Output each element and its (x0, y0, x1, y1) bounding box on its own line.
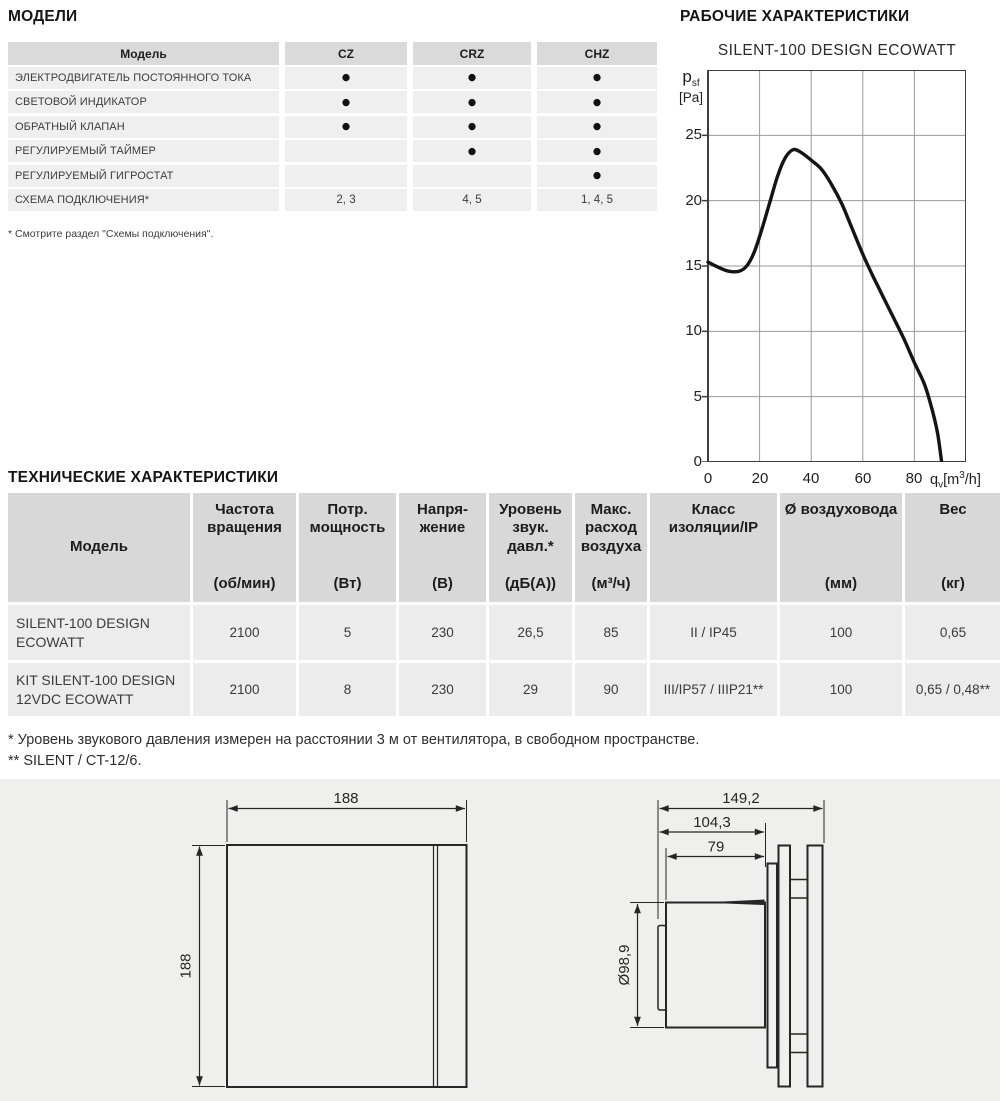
duct-length-label: 79 (707, 838, 725, 856)
y-tick-label: 20 (685, 192, 702, 209)
wiring-diagram-value: 1, 4, 5 (537, 189, 657, 211)
feature-label: СХЕМА ПОДКЛЮЧЕНИЯ* (8, 189, 279, 211)
dimensional-drawings-panel (0, 779, 1000, 1101)
blade-edge (701, 900, 765, 906)
tech-col-header-voltage: Напря-жение (В) (399, 493, 486, 602)
feature-dot: ● (537, 91, 657, 113)
feature-dot: ● (413, 91, 531, 113)
tech-value: 5 (299, 605, 396, 660)
performance-plot (702, 70, 966, 462)
feature-dot: ● (285, 91, 407, 113)
performance-section-heading: РАБОЧИЕ ХАРАКТЕРИСТИКИ (680, 8, 910, 25)
tech-value: II / IP45 (650, 605, 777, 660)
feature-dot-empty (285, 165, 407, 187)
feature-dot: ● (537, 165, 657, 187)
front-width-label: 188 (333, 790, 359, 807)
wiring-diagram-value: 2, 3 (285, 189, 407, 211)
tech-footnote-1: * Уровень звукового давления измерен на расстоянии 3 м от вентилятора, в свободном пространстве. (8, 732, 700, 748)
duct-cap (658, 926, 666, 1011)
feature-label: СВЕТОВОЙ ИНДИКАТОР (8, 91, 279, 113)
tech-footnote-2: ** SILENT / CT-12/6. (8, 753, 142, 770)
performance-chart-block (660, 6, 1000, 494)
tech-footnotes (8, 730, 699, 772)
models-col-header-crz: CRZ (413, 42, 531, 65)
feature-dot: ● (537, 140, 657, 162)
x-tick-label: 0 (703, 470, 713, 487)
tech-value: 26,5 (489, 605, 572, 660)
y-tick-label: 15 (685, 257, 702, 274)
feature-label: РЕГУЛИРУЕМЫЙ ГИГРОСТАТ (8, 165, 279, 187)
models-col-header-chz: CHZ (537, 42, 657, 65)
y-tick-label: 0 (693, 453, 702, 470)
panel-back (779, 846, 791, 1087)
feature-dot: ● (413, 140, 531, 162)
tech-value: 85 (575, 605, 647, 660)
models-col-header-cz: CZ (285, 42, 407, 65)
feature-dot-empty (285, 140, 407, 162)
y-tick-label: 5 (693, 388, 702, 405)
tech-value: 0,65 / 0,48** (905, 663, 1000, 716)
tech-col-header-insulation: Класс изоляции/IP (650, 493, 777, 602)
plate-depth-label: 104,3 (693, 814, 731, 831)
duct-diameter-label: Ø98,9 (616, 944, 633, 986)
x-tick-label: 40 (802, 470, 820, 487)
panel-spacer-top (790, 880, 808, 899)
feature-dot-empty (413, 165, 531, 187)
tech-col-header-power: Потр. мощность (Вт) (299, 493, 396, 602)
feature-label: РЕГУЛИРУЕМЫЙ ТАЙМЕР (8, 140, 279, 162)
tech-value: 90 (575, 663, 647, 716)
plot-gridlines (702, 70, 966, 462)
tech-section-heading: ТЕХНИЧЕСКИЕ ХАРАКТЕРИСТИКИ (8, 469, 279, 486)
feature-dot: ● (413, 67, 531, 89)
tech-col-header-duct: Ø воздуховода (мм) (780, 493, 902, 602)
models-footnote: * Смотрите раздел "Схемы подключения". (8, 228, 214, 240)
feature-label: ОБРАТНЫЙ КЛАПАН (8, 116, 279, 138)
side-view-drawing (630, 800, 824, 1087)
front-view-drawing (192, 800, 467, 1087)
x-tick-label: 80 (905, 470, 923, 487)
tech-value: 2100 (193, 605, 296, 660)
duct-body (666, 903, 765, 1028)
feature-dot: ● (285, 116, 407, 138)
x-axis-unit: $q_v[m^3/h]$ (930, 470, 981, 491)
tech-col-header-airflow: Макс. расход воздуха (м³/ч) (575, 493, 647, 602)
y-axis-symbol: p (682, 67, 692, 86)
feature-label: ЭЛЕКТРОДВИГАТЕЛЬ ПОСТОЯННОГО ТОКА (8, 67, 279, 89)
x-tick-label: 60 (854, 470, 872, 487)
tech-value: 2100 (193, 663, 296, 716)
mounting-plate (768, 864, 778, 1068)
tech-value: 100 (780, 605, 902, 660)
tech-row-model-name: KIT SILENT-100 DESIGN 12VDC ECOWATT (8, 663, 190, 716)
tech-value: 0,65 (905, 605, 1000, 660)
panel-spacer-bottom (790, 1034, 808, 1053)
y-axis-unit: [Pa] (678, 89, 703, 105)
feature-dot: ● (285, 67, 407, 89)
panel-front (808, 846, 823, 1087)
feature-dot: ● (537, 116, 657, 138)
x-tick-label: 20 (751, 470, 769, 487)
models-table (8, 42, 657, 211)
tech-col-header-sound: Уровень звук. давл.* (дБ(А)) (489, 493, 572, 602)
chart-title: SILENT-100 DESIGN ECOWATT (717, 42, 957, 59)
tech-value: 230 (399, 663, 486, 716)
tech-col-header-speed: Частота вращения (об/мин) (193, 493, 296, 602)
tech-row-model-name: SILENT-100 DESIGN ECOWATT (8, 605, 190, 660)
tech-value: III/IP57 / IIIP21** (650, 663, 777, 716)
tech-col-header-weight: Вес (кг) (905, 493, 1000, 602)
y-axis-symbol-sub: sf (691, 78, 700, 90)
models-section-heading: МОДЕЛИ (8, 8, 78, 25)
y-tick-label: 25 (685, 126, 702, 143)
tech-table (8, 493, 1000, 716)
total-depth-label: 149,2 (722, 790, 760, 807)
tech-value: 100 (780, 663, 902, 716)
tech-value: 8 (299, 663, 396, 716)
models-col-header-model: Модель (8, 42, 279, 65)
tech-value: 230 (399, 605, 486, 660)
feature-dot: ● (413, 116, 531, 138)
dimensional-drawings (0, 779, 1000, 1101)
front-height-label: 188 (177, 953, 195, 979)
wiring-diagram-value: 4, 5 (413, 189, 531, 211)
performance-curve (708, 149, 942, 460)
tech-col-header-model: Модель (8, 493, 190, 602)
feature-dot: ● (537, 67, 657, 89)
tech-value: 29 (489, 663, 572, 716)
y-tick-label: 10 (685, 322, 702, 339)
